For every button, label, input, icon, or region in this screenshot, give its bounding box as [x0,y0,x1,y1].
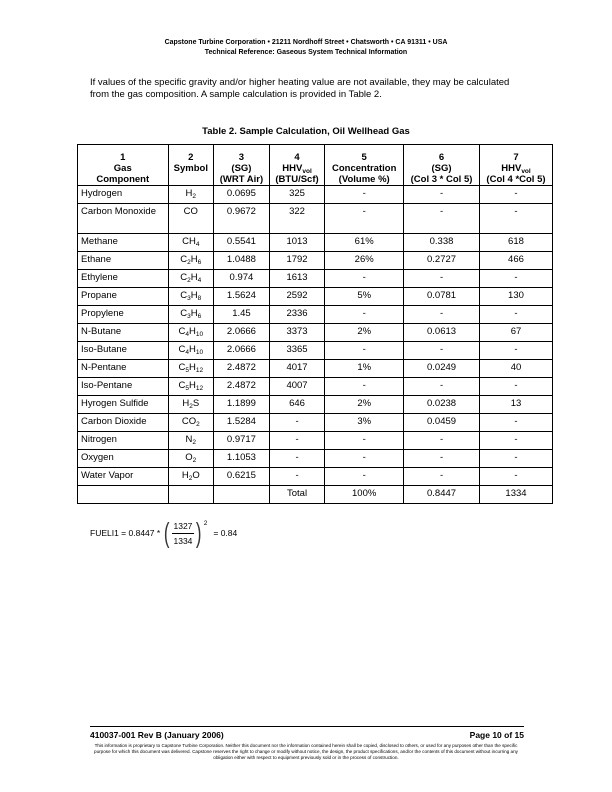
column-title: (SG) [431,163,452,174]
table-body [78,186,553,504]
cell-hhv-calc: - [479,414,552,432]
total-concentration: 100% [325,486,404,504]
table-row [78,288,553,306]
cell-hhv: - [269,468,325,486]
cell-component: Propylene [78,306,169,324]
cell-sg: 0.9672 [214,204,270,234]
cell-symbol: $O_2$ [168,450,214,468]
column-subtitle: (Col 4 *Col 5) [486,174,546,185]
cell-concentration: - [325,270,404,288]
cell-hhv-calc: 13 [479,396,552,414]
cell-component: Ethane [78,252,169,270]
cell-symbol: $C_5H_{12}$ [168,360,214,378]
cell-sg-calc: - [404,342,480,360]
table-row [78,360,553,378]
cell-component: Iso-Butane [78,342,169,360]
cell-sg-calc: - [404,270,480,288]
footer-disclaimer: This information is proprietary to Capstone Turbine Corporation. Neither this document nor the information contained herein shall be copied, disclosed to others, or used for any purposes other than the specific purpose for which this document was delivered. Capstone reserves the right to change or modify without notice, the design, the product specifications, and/or the contents of this document without incurring any obligation either with respect to equipment previously sold or in the process of construction. [94,743,518,760]
cell-sg: 1.1053 [214,450,270,468]
cell-sg-calc: - [404,378,480,396]
footer-page-number: Page 10 of 15 [469,730,524,740]
column-number: 6 [438,152,445,163]
footer-divider [90,726,524,727]
table-row [78,450,553,468]
column-title-subscript: vol [302,168,312,175]
cell-concentration: 2% [325,396,404,414]
cell-hhv-calc: 618 [479,234,552,252]
cell-hhv: - [269,414,325,432]
cell-hhv-calc: - [479,378,552,396]
cell-sg: 2.4872 [214,378,270,396]
cell-sg-calc: 0.0249 [404,360,480,378]
cell-concentration: - [325,432,404,450]
column-title: $HHV_{vol}$ [282,163,312,175]
cell-concentration: - [325,378,404,396]
cell-symbol: $CO_2$ [168,414,214,432]
cell-concentration: 61% [325,234,404,252]
cell-sg-calc: 0.0781 [404,288,480,306]
cell-concentration: - [325,450,404,468]
cell-symbol: $C_2H_4$ [168,270,214,288]
cell-component: Carbon Dioxide [78,414,169,432]
cell-hhv: 2336 [269,306,325,324]
formula-ratio [162,519,204,547]
column-subtitle [172,174,211,185]
column-title: $HHV_{vol}$ [501,163,531,175]
table-row [78,270,553,288]
table-row [78,204,553,234]
page-header [0,38,612,58]
cell-sg-calc: 0.0459 [404,414,480,432]
cell-hhv: 325 [269,186,325,204]
table-header-row [78,145,553,186]
cell-sg-calc: - [404,468,480,486]
cell-sg-calc: - [404,432,480,450]
cell-hhv-calc: 466 [479,252,552,270]
cell-symbol: $C_4H_{10}$ [168,342,214,360]
cell-hhv: 1013 [269,234,325,252]
header-subtitle: Technical Reference: Gaseous System Technical Information [204,49,408,56]
cell-hhv-calc: 40 [479,360,552,378]
cell-concentration: - [325,306,404,324]
cell-hhv: 4017 [269,360,325,378]
column-title: Symbol [173,163,208,174]
cell-sg: 0.0695 [214,186,270,204]
cell-hhv-calc: - [479,432,552,450]
header-address: Capstone Turbine Corporation • 21211 Nordhoff Street • Chatsworth • CA 91311 • USA [164,39,448,46]
cell-hhv: 1792 [269,252,325,270]
cell-symbol: $N_2$ [168,432,214,450]
cell-sg-calc: - [404,306,480,324]
cell-sg-calc: 0.338 [404,234,480,252]
cell-hhv: 3373 [269,324,325,342]
cell-concentration: 1% [325,360,404,378]
cell-sg: 1.5624 [214,288,270,306]
cell-sg: 2.4872 [214,360,270,378]
fuel-index-formula [90,516,237,550]
cell-sg: 0.9717 [214,432,270,450]
cell-concentration: 5% [325,288,404,306]
cell-concentration: - [325,186,404,204]
cell-component: Methane [78,234,169,252]
cell-hhv-calc: - [479,186,552,204]
column-title: Gas [113,163,132,174]
cell-hhv-calc: - [479,468,552,486]
cell-concentration: - [325,204,404,234]
cell-concentration: - [325,342,404,360]
formula-exponent: 2 [203,520,208,527]
cell-component: N-Pentane [78,360,169,378]
column-number: 1 [120,152,126,163]
cell-component: Water Vapor [78,468,169,486]
cell-hhv: 322 [269,204,325,234]
cell-sg: 0.974 [214,270,270,288]
cell-sg: 1.0488 [214,252,270,270]
right-paren-icon: ) [196,517,202,548]
cell-concentration: 3% [325,414,404,432]
table-row [78,252,553,270]
cell-sg-calc: 0.2727 [404,252,480,270]
formula-result: = 0.84 [213,528,238,538]
column-subtitle: (Col 3 * Col 5) [410,174,473,185]
cell-concentration: 2% [325,324,404,342]
cell-hhv: 1613 [269,270,325,288]
cell-symbol: CO [168,204,214,234]
cell-hhv: - [269,450,325,468]
cell-component: Carbon Monoxide [78,204,169,234]
cell-sg: 0.6215 [214,468,270,486]
column-subtitle: (WRT Air) [219,174,264,185]
cell-sg-calc: 0.0613 [404,324,480,342]
total-sg: 0.8447 [404,486,480,504]
cell-symbol: $H_2O$ [168,468,214,486]
cell-symbol: $C_3H_8$ [168,288,214,306]
cell-hhv-calc: - [479,306,552,324]
column-header-4 [269,145,325,186]
column-number: 5 [361,152,367,163]
column-number: 3 [238,152,245,163]
formula-lhs: FUELI1 = 0.8447 * [90,528,161,538]
left-paren-icon: ( [164,517,170,548]
cell-hhv-calc: - [479,270,552,288]
column-subtitle: (BTU/Scf) [275,174,319,185]
cell-symbol: $C_4H_{10}$ [168,324,214,342]
cell-component: Iso-Pentane [78,378,169,396]
cell-sg: 1.5284 [214,414,270,432]
formula-numerator: 1327 [172,521,195,534]
cell-component: Ethylene [78,270,169,288]
column-subtitle: (Volume %) [338,174,390,185]
cell-sg: 0.5541 [214,234,270,252]
column-header-1 [78,145,169,186]
table-row [78,468,553,486]
column-header-2 [168,145,214,186]
cell-concentration: - [325,468,404,486]
column-header-7 [479,145,552,186]
column-title: Concentration [331,163,397,174]
column-header-6 [404,145,480,186]
cell-hhv: 4007 [269,378,325,396]
cell-component: Nitrogen [78,432,169,450]
sample-calculation-table [77,144,553,504]
table-row [78,396,553,414]
cell-sg: 2.0666 [214,324,270,342]
table-row [78,324,553,342]
cell-symbol: $CH_4$ [168,234,214,252]
cell-hhv-calc: 67 [479,324,552,342]
cell-symbol: $C_2H_6$ [168,252,214,270]
table-row [78,306,553,324]
cell-hhv: 646 [269,396,325,414]
cell-sg: 1.45 [214,306,270,324]
cell-sg-calc: - [404,186,480,204]
cell-sg-calc: - [404,204,480,234]
table-row [78,234,553,252]
cell-symbol: $H_2$ [168,186,214,204]
intro-paragraph: If values of the specific gravity and/or higher heating value are not available, they may be calculated from the gas composition. A sample calculation is provided in Table 2. [90,77,510,100]
total-hhv: 1334 [479,486,552,504]
table-row [78,432,553,450]
column-header-3 [214,145,270,186]
cell-symbol: $H_2S$ [168,396,214,414]
cell-concentration: 26% [325,252,404,270]
table-row [78,414,553,432]
table-title: Table 2. Sample Calculation, Oil Wellhead Gas [202,126,410,137]
cell-component: Oxygen [78,450,169,468]
table-row [78,342,553,360]
cell-hhv: - [269,432,325,450]
formula-denominator: 1334 [173,535,193,546]
footer-doc-id: 410037-001 Rev B (January 2006) [90,730,224,740]
cell-hhv-calc: 130 [479,288,552,306]
cell-component: Propane [78,288,169,306]
cell-hhv: 2592 [269,288,325,306]
cell-sg-calc: 0.0238 [404,396,480,414]
cell-hhv-calc: - [479,450,552,468]
column-number: 7 [513,152,519,163]
cell-symbol: $C_3H_6$ [168,306,214,324]
cell-component: Hyrogen Sulfide [78,396,169,414]
cell-component: Hydrogen [78,186,169,204]
column-title-subscript: vol [521,168,531,175]
cell-hhv: 3365 [269,342,325,360]
table-row [78,378,553,396]
column-number: 2 [188,152,194,163]
column-subtitle: Component [96,174,150,185]
cell-component: N-Butane [78,324,169,342]
total-label: Total [269,486,325,504]
column-header-5 [325,145,404,186]
cell-hhv-calc: - [479,204,552,234]
cell-symbol: $C_5H_{12}$ [168,378,214,396]
column-number: 4 [294,152,300,163]
cell-sg: 1.1899 [214,396,270,414]
cell-sg: 2.0666 [214,342,270,360]
cell-hhv-calc: - [479,342,552,360]
column-title: (SG) [231,163,252,174]
total-row [78,486,553,504]
cell-sg-calc: - [404,450,480,468]
table-row [78,186,553,204]
